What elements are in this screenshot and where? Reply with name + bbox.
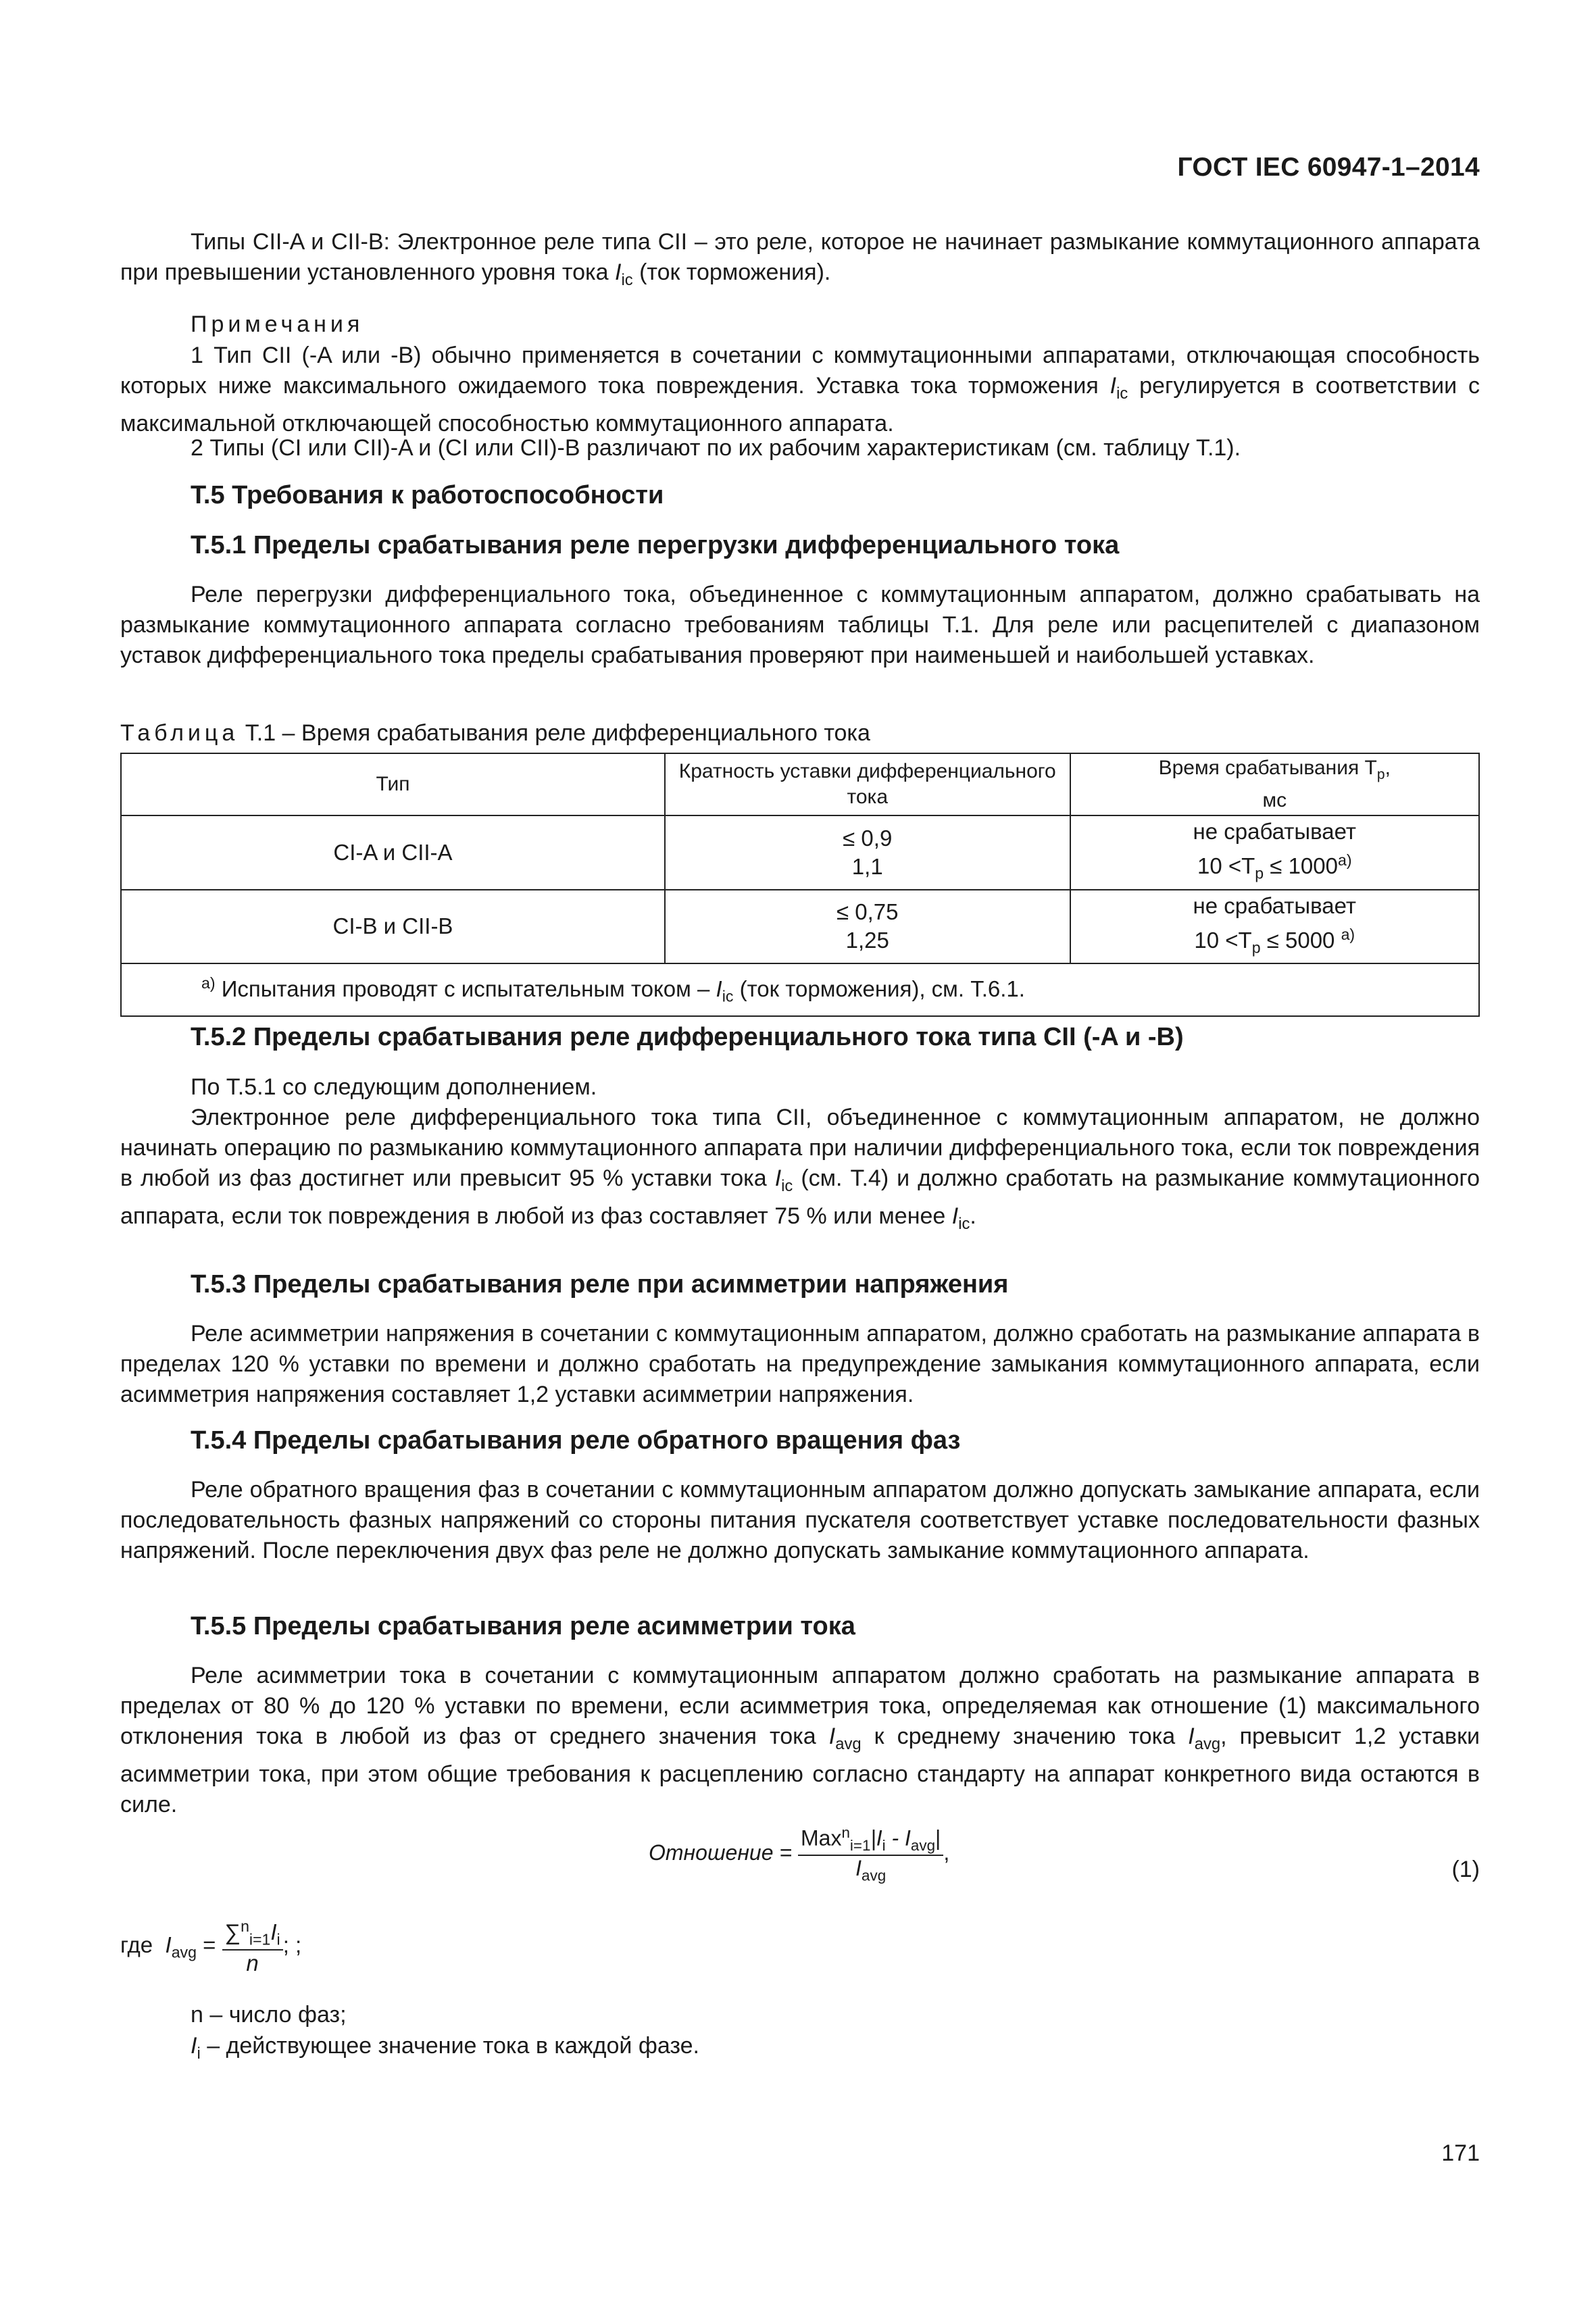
page-number: 171 xyxy=(1441,2140,1480,2166)
formula-average: где $I_{avg}$ = $\frac{\sum^n_{i=1}I_i}{n}$ ; ; xyxy=(120,1917,302,1976)
paragraph-t52-line1: По Т.5.1 со следующим дополнением. xyxy=(191,1074,597,1100)
paragraph-t54: Реле обратного вращения фаз в сочетании с коммутационным аппаратом должно допускать замыкание аппарата, если последовательность фазных напряжений со стороны питания пускателя соответствует уставке последовательности фазных напряжений. После переключения двух фаз реле не должно допускать замыкание коммутационного аппарата. xyxy=(120,1477,1480,1563)
formula-ratio: Отношение = $\frac{Max^n_{i=1}|I_i - I_{avg}|}{I_{avg}}$ , xyxy=(649,1824,950,1884)
formula-fraction: $\frac{Max^n_{i=1}|I_i - I_{avg}|}{I_{avg}}$ xyxy=(798,1824,943,1884)
table-caption: Таблица Т.1 – Время срабатывания реле дифференциального тока xyxy=(120,720,870,746)
section-t53-heading: Т.5.3 Пределы срабатывания реле при асимметрии напряжения xyxy=(191,1270,1009,1299)
formula-number: (1) xyxy=(1451,1857,1480,1882)
table-header-row xyxy=(121,753,1479,815)
header-cell-type: Тип xyxy=(121,753,665,815)
table-footnote: $^{a)}$ Испытания проводят с испытательным током – $I_{ic}$ (ток торможения), см. Т.6.1. xyxy=(121,963,1479,1016)
cell-time: не срабатывает $10 <T_p \le 1000^{a)}$ xyxy=(1070,815,1479,890)
header-cell-time: Время срабатывания $T_p$, мс xyxy=(1070,753,1479,815)
cell-multiplier: ≤ 0,75 1,25 xyxy=(665,890,1070,964)
header-cell-multiplier: Кратность уставки дифференциального тока xyxy=(665,753,1070,815)
table-t1 xyxy=(120,753,1480,1017)
paragraph-t51: Реле перегрузки дифференциального тока, объединенное с коммутационным аппаратом, должно срабатывать на размыкание коммутационного аппарата согласно требованиям таблицы Т.1. Для реле или расцепителей с диапазоном уставок дифференциального тока пределы срабатывания проверяют при наименьшей и наибольшей уставках. xyxy=(120,582,1480,668)
cell-type: CI-A и CII-A xyxy=(121,815,665,890)
cell-type: CI-B и CII-B xyxy=(121,890,665,964)
paragraph-t53: Реле асимметрии напряжения в сочетании с коммутационным аппаратом, должно сработать на размыкание аппарата в пределах 120 % уставки по времени и должно сработать на предупреждение замыкания коммутационного аппарата, если асимметрия напряжения составляет 1,2 уставки асимметрии напряжения. xyxy=(120,1321,1480,1407)
section-t52-heading: Т.5.2 Пределы срабатывания реле дифференциального тока типа CII (-A и -B) xyxy=(191,1023,1184,1051)
cell-multiplier: ≤ 0,9 1,1 xyxy=(665,815,1070,890)
table-footnote-row xyxy=(121,963,1479,1016)
average-fraction: $\frac{\sum^n_{i=1}I_i}{n}$ xyxy=(222,1917,283,1976)
definition-ii: $I_i$ – действующее значение тока в каждой фазе. xyxy=(191,2033,699,2063)
section-t51-heading: Т.5.1 Пределы срабатывания реле перегрузки дифференциального тока xyxy=(191,531,1120,559)
table-row xyxy=(121,815,1479,890)
section-t5-heading: Т.5 Требования к работоспособности xyxy=(191,481,664,509)
paragraph-t55: Реле асимметрии тока в сочетании с коммутационным аппаратом должно сработать на размыкание аппарата в пределах от 80 % до 120 % уставки по времени, если асимметрия тока, определяемая как отношение (1) максимального отклонения тока в любой из фаз от среднего значения тока $I_{avg}$ к среднему значению тока $I_{avg}$, превысит 1,2 уставки асимметрии тока, при этом общие требования к расцеплению согласно стандарту на аппарат конкретного вида остаются в силе. xyxy=(120,1663,1480,1817)
paragraph-types-cii: Типы CII-A и CII-B: Электронное реле типа CII – это реле, которое не начинает размыкание коммутационного аппарата при превышении установленного уровня тока $I_{ic}$ (ток торможения). xyxy=(120,229,1480,289)
cell-time: не срабатывает $10 <T_p \le 5000$ $^{a)}$ xyxy=(1070,890,1479,964)
document-header: ГОСТ IEC 60947-1–2014 xyxy=(1177,153,1480,182)
note-title: Примечания xyxy=(191,311,364,337)
section-t54-heading: Т.5.4 Пределы срабатывания реле обратного вращения фаз xyxy=(191,1426,961,1455)
paragraph-t52: Электронное реле дифференциального тока типа CII, объединенное с коммутационным аппаратом, не должно начинать операцию по размыканию коммутационного аппарата при наличии дифференциального тока, если ток повреждения в любой из фаз достигнет или превысит 95 % уставки тока $I_{ic}$ (см. Т.4) и должно сработать на размыкание коммутационного аппарата, если ток повреждения в любой из фаз составляет 75 % или менее $I_{ic}$. xyxy=(120,1105,1480,1233)
table-row xyxy=(121,890,1479,964)
note-2: 2 Типы (CI или CII)-A и (CI или CII)-B различают по их рабочим характеристикам (см. таблицу Т.1). xyxy=(191,435,1241,461)
note-1: 1 Тип CII (-A или -B) обычно применяется в сочетании с коммутационными аппаратами, отключающая способность которых ниже максимального ожидаемого тока повреждения. Уставка тока торможения $I_{ic}$ регулируется в соответствии с максимальной отключающей способностью коммутационного аппарата. xyxy=(120,343,1480,436)
definition-n: n – число фаз; xyxy=(191,2002,347,2028)
section-t55-heading: Т.5.5 Пределы срабатывания реле асимметрии тока xyxy=(191,1612,855,1640)
